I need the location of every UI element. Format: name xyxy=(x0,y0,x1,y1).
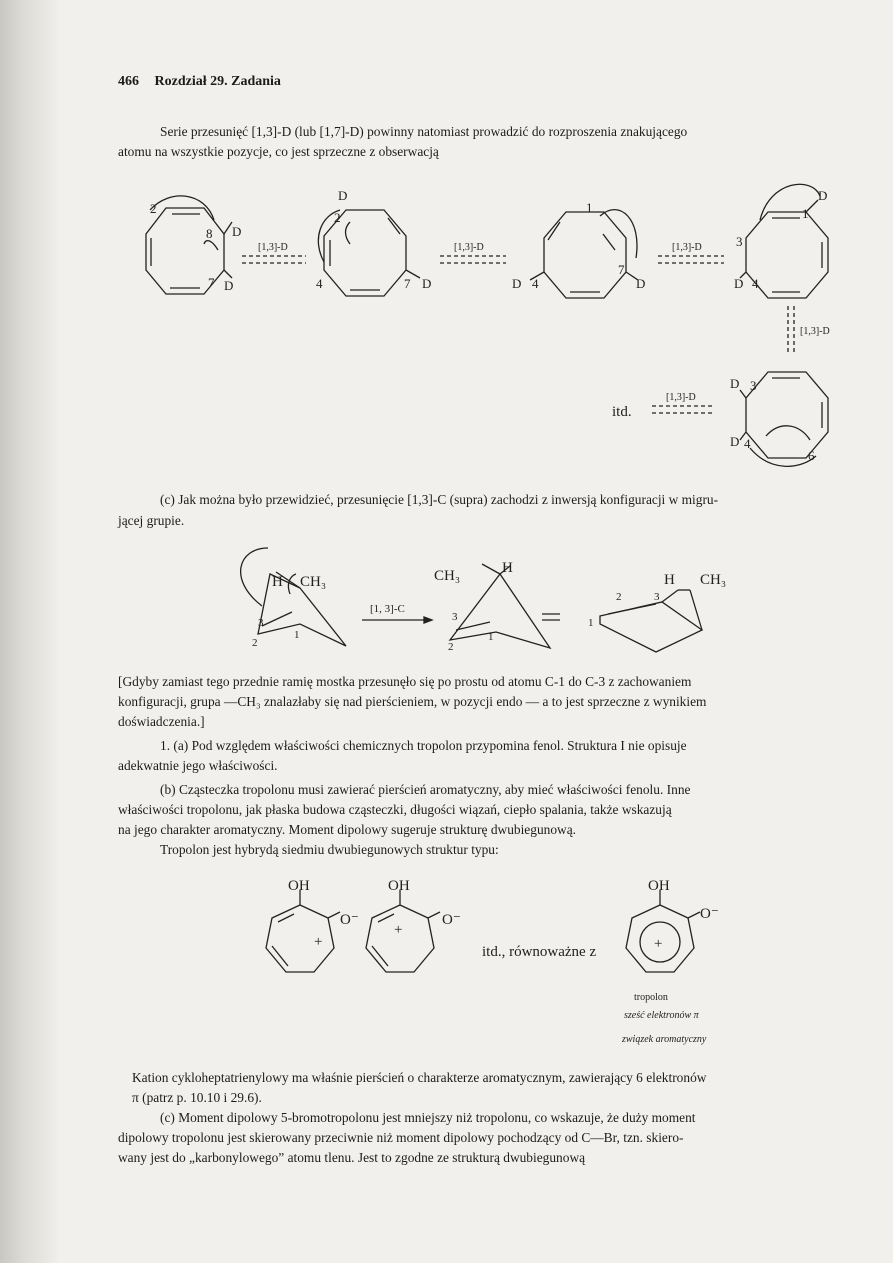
s3-o-3: O⁻ xyxy=(700,906,719,922)
s1-pos-4b: 4 xyxy=(532,276,539,291)
s2-n2b: 2 xyxy=(448,641,454,653)
s3-o-1: O⁻ xyxy=(340,912,359,928)
s3-caption-1: tropolon xyxy=(634,992,668,1003)
s1-arrow-label-1: [1,3]-D xyxy=(258,242,288,253)
q1-b-line-4: Tropolon jest hybrydą siedmiu dwubiegunowych struktur typu: xyxy=(160,842,499,857)
part-c2-line-1: (c) Moment dipolowy 5-bromotropolonu jest mniejszy niż tropolonu, co wskazuje, że duży moment xyxy=(160,1110,696,1125)
s3-oh-1: OH xyxy=(288,878,310,894)
s3-oh-3: OH xyxy=(648,878,670,894)
s2-h-2: H xyxy=(502,560,513,576)
conclusion-line-1: Kation cykloheptatrienylowy ma właśnie pierścień o charakterze aromatycznym, zawierający 6 elektronów xyxy=(132,1070,707,1085)
s3-equivalent: itd., równoważne z xyxy=(482,944,597,960)
q1-b-line-1: (b) Cząsteczka tropolonu musi zawierać pierścień aromatyczny, aby mieć właściwości fenolu. Inne xyxy=(160,782,691,797)
s1-pos-3b: 3 xyxy=(750,378,757,393)
part-c-line-1: (c) Jak można było przewidzieć, przesunięcie [1,3]-C (supra) zachodzi z inwersją konfiguracji w migru- xyxy=(160,492,719,507)
part-c2-line-3: wany jest do „karbonylowego” atomu tlenu. Jest to zgodne ze strukturą dwubiegunową xyxy=(118,1150,586,1165)
conclusion-line-2: π (patrz p. 10.10 i 29.6). xyxy=(132,1090,262,1105)
q1-b-line-3: na jego charakter aromatyczny. Moment dipolowy sugeruje strukturę dwubiegunową. xyxy=(118,822,576,837)
note-line-3: doświadczenia.] xyxy=(118,714,205,729)
s1-pos-7b: 7 xyxy=(404,276,411,291)
s1-pos-4: 4 xyxy=(316,276,323,291)
s1-pos-2: 2 xyxy=(150,201,157,216)
part-c-line-2: jącej grupie. xyxy=(118,513,185,528)
s2-h-3: H xyxy=(664,572,675,588)
s2-n1c: 1 xyxy=(588,617,594,629)
s2-ch3-2: CH₃ xyxy=(434,568,461,584)
s1-d-3: D xyxy=(338,188,348,203)
s1-d-1: D xyxy=(232,224,242,239)
s3-plus-3: + xyxy=(654,936,663,952)
s1-arrow-label-3: [1,3]-D xyxy=(672,242,702,253)
s1-pos-6: 6 xyxy=(808,448,815,463)
s1-d-10: D xyxy=(730,434,740,449)
tropolone-ring-1 xyxy=(266,905,334,972)
s1-pos-1: 1 xyxy=(586,200,593,215)
note-line-2: konfiguracji, grupa —CH₃ znalazłaby się nad pierścieniem, w pozycji endo — a to jest sprzeczne z wynikiem xyxy=(118,694,707,709)
s2-n3a: 3 xyxy=(258,617,264,629)
s3-caption-3: związek aromatyczny xyxy=(622,1034,707,1045)
intro-line-2: atomu na wszystkie pozycje, co jest sprzeczne z obserwacją xyxy=(118,144,439,159)
q1-a-line-1: 1. (a) Pod względem właściwości chemicznych tropolon przypomina fenol. Struktura I nie opisuje xyxy=(160,738,687,753)
s3-plus-2: + xyxy=(394,922,403,938)
s1-pos-7c: 7 xyxy=(618,262,625,277)
s2-n3b: 3 xyxy=(452,611,458,623)
s1-d-6: D xyxy=(636,276,646,291)
s1-pos-4c: 4 xyxy=(752,276,759,291)
page-number: 466 xyxy=(118,74,139,89)
chapter-title: Rozdział 29. Zadania xyxy=(154,74,281,89)
s2-n2a: 2 xyxy=(252,637,258,649)
s1-pos-1b: 1 xyxy=(802,206,809,221)
intro-line-1: Serie przesunięć [1,3]-D (lub [1,7]-D) powinny natomiast prowadzić do rozproszenia znakującego xyxy=(160,124,688,139)
s3-o-2: O⁻ xyxy=(442,912,461,928)
tropolone-ring-2 xyxy=(366,905,434,972)
s3-plus-1: + xyxy=(314,934,323,950)
s1-d-5: D xyxy=(512,276,522,291)
s1-d-8: D xyxy=(818,188,828,203)
s1-pos-7a: 7 xyxy=(208,275,215,290)
part-c2-line-2: dipolowy tropolonu jest skierowany przeciwnie niż moment dipolowy pochodzący od C—Br, tzn. skiero- xyxy=(118,1130,684,1145)
s1-arrow-label-5: [1,3]-D xyxy=(666,392,696,403)
s2-arrow-label: [1, 3]-C xyxy=(370,603,405,615)
s2-n1a: 1 xyxy=(294,629,300,641)
s1-d-2: D xyxy=(224,278,234,293)
q1-a-line-2: adekwatnie jego właściwości. xyxy=(118,758,278,773)
q1-b-line-2: właściwości tropolonu, jak płaska budowa cząsteczki, długości wiązań, ciepło spalania, także wskazują xyxy=(118,802,672,817)
s1-d-9: D xyxy=(730,376,740,391)
s1-arrow-label-4: [1,3]-D xyxy=(800,326,830,337)
s1-etc: itd. xyxy=(612,404,632,420)
s1-pos-8: 8 xyxy=(206,226,213,241)
s1-d-4: D xyxy=(422,276,432,291)
s3-caption-2: sześć elektronów π xyxy=(624,1010,699,1021)
note-line-1: [Gdyby zamiast tego przednie ramię mostka przesunęło się po prostu od atomu C-1 do C-3 z zachowaniem xyxy=(118,674,692,689)
s1-pos-3: 3 xyxy=(736,234,743,249)
s2-h-1: H xyxy=(272,574,283,590)
s2-ch3-1: CH₃ xyxy=(300,574,327,590)
s2-n2c: 2 xyxy=(616,591,622,603)
s2-ch3-3: CH₃ xyxy=(700,572,727,588)
s2-n1b: 1 xyxy=(488,631,494,643)
s3-oh-2: OH xyxy=(388,878,410,894)
s1-pos-2b: 2 xyxy=(334,210,341,225)
s2-n3c: 3 xyxy=(654,591,660,603)
s1-d-7: D xyxy=(734,276,744,291)
s1-pos-4d: 4 xyxy=(744,436,751,451)
s1-arrow-label-2: [1,3]-D xyxy=(454,242,484,253)
